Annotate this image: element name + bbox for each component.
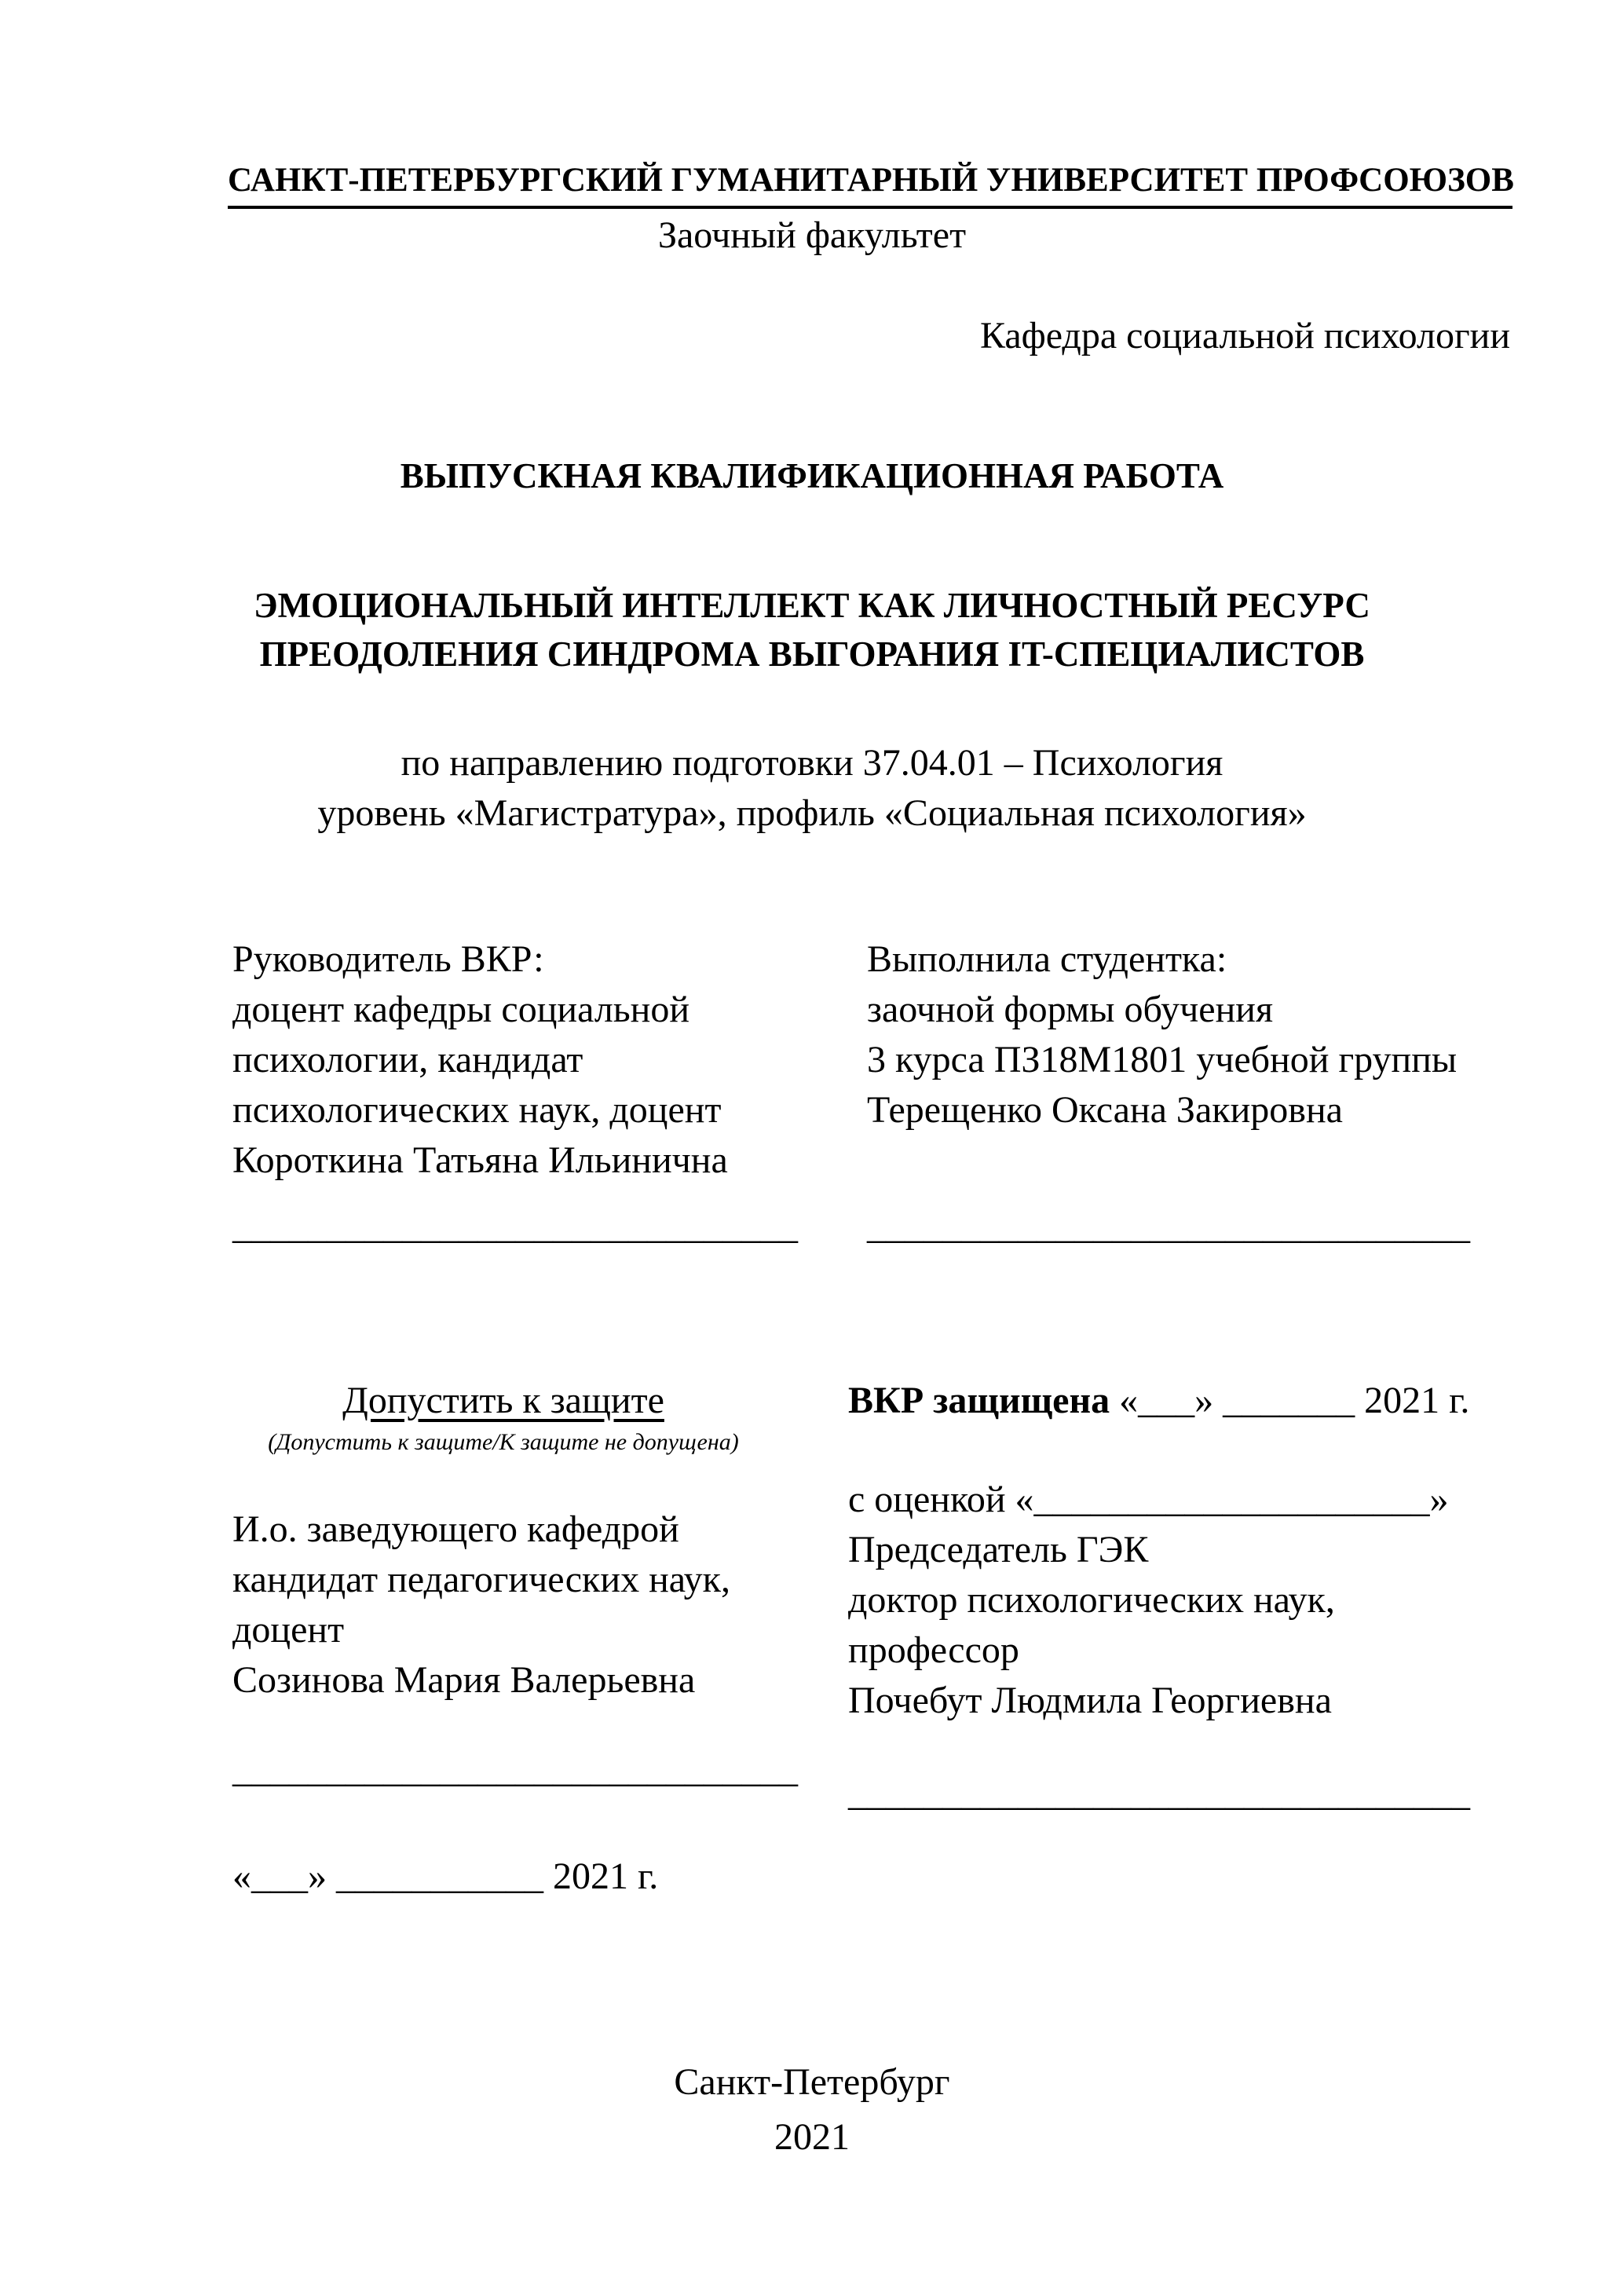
head-line: кандидат педагогических наук, xyxy=(232,1559,730,1600)
chair-signature-line: _________________________________ xyxy=(848,1772,1470,1814)
student-line: Выполнила студентка: xyxy=(867,938,1227,980)
supervisor-line: Руководитель ВКР: xyxy=(232,938,544,980)
student-signature-line: ________________________________ xyxy=(867,1205,1470,1247)
admission-block xyxy=(232,1376,774,1459)
head-name: Созинова Мария Валерьевна xyxy=(232,1659,696,1701)
supervisor-name: Короткина Татьяна Ильинична xyxy=(232,1139,728,1181)
student-name: Терещенко Оксана Закировна xyxy=(867,1089,1343,1131)
chair-line: Председатель ГЭК xyxy=(848,1529,1149,1570)
header-rule xyxy=(228,206,1512,209)
student-block xyxy=(867,934,1457,1135)
year: 2021 xyxy=(774,2116,850,2158)
admission-note: (Допустить к защите/К защите не допущена) xyxy=(268,1429,739,1455)
study-direction xyxy=(0,738,1624,839)
thesis-title-line: ПРЕОДОЛЕНИЯ СИНДРОМА ВЫГОРАНИЯ IT-СПЕЦИАЛИСТОВ xyxy=(259,634,1365,674)
faculty-name: Заочный факультет xyxy=(657,214,967,256)
supervisor-line: доцент кафедры социальной xyxy=(232,989,690,1030)
supervisor-line: психологии, кандидат xyxy=(232,1039,583,1080)
defense-date: «___» _______ 2021 г. xyxy=(1110,1380,1470,1421)
head-line: И.о. заведующего кафедрой xyxy=(232,1508,679,1550)
direction-line: уровень «Магистратура», профиль «Социальная психология» xyxy=(317,792,1307,834)
thesis-title-line: ЭМОЦИОНАЛЬНЫЙ ИНТЕЛЛЕКТ КАК ЛИЧНОСТНЫЙ РЕСУРС xyxy=(254,586,1370,625)
supervisor-block xyxy=(232,934,728,1186)
head-signature-line: ______________________________ xyxy=(232,1749,798,1790)
student-line: заочной формы обучения xyxy=(867,989,1274,1030)
supervisor-line: психологических наук, доцент xyxy=(232,1089,722,1131)
chair-line: профессор xyxy=(848,1629,1019,1671)
defense-label: ВКР защищена xyxy=(848,1380,1110,1421)
grade-line: с оценкой «_____________________» xyxy=(848,1479,1449,1520)
head-of-department-block xyxy=(232,1504,730,1706)
work-type-heading: ВЫПУСКНАЯ КВАЛИФИКАЦИОННАЯ РАБОТА xyxy=(400,456,1224,495)
city: Санкт-Петербург xyxy=(674,2061,950,2103)
thesis-title xyxy=(0,581,1624,678)
commission-chair-block xyxy=(848,1475,1449,1726)
supervisor-signature-line: ______________________________ xyxy=(232,1205,798,1247)
admission-date-line: «___» ___________ 2021 г. xyxy=(232,1855,659,1897)
admission-label: Допустить к защите xyxy=(342,1380,664,1421)
chair-name: Почебут Людмила Георгиевна xyxy=(848,1680,1332,1721)
department-name: Кафедра социальной психологии xyxy=(979,315,1510,356)
direction-line: по направлению подготовки 37.04.01 – Психология xyxy=(401,742,1223,784)
head-line: доцент xyxy=(232,1609,345,1651)
student-line: 3 курса ПЗ18М1801 учебной группы xyxy=(867,1039,1458,1080)
defense-line xyxy=(848,1376,1469,1426)
university-name: САНКТ-ПЕТЕРБУРГСКИЙ ГУМАНИТАРНЫЙ УНИВЕРСИТЕТ ПРОФСОЮЗОВ xyxy=(228,162,1514,199)
chair-line: доктор психологических наук, xyxy=(848,1579,1335,1621)
